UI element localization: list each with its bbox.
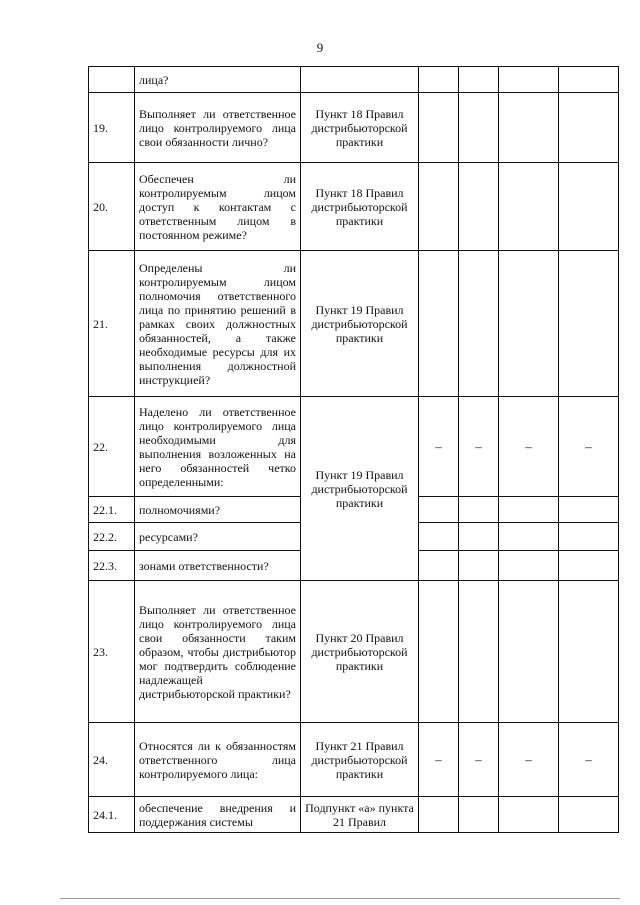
row-reference: Пункт 20 Правил дистрибьюторской практики [301,581,419,723]
answer-cell [419,93,459,163]
row-reference: Пункт 18 Правил дистрибьюторской практики [301,163,419,251]
dash-mark: – [559,723,619,797]
row-number: 24.1. [89,797,135,833]
dash-mark: – [459,723,499,797]
answer-cell [499,163,559,251]
row-number: 20. [89,163,135,251]
answer-cell [499,523,559,551]
row-number [89,67,135,93]
row-reference: Пункт 21 Правил дистрибьюторской практики [301,723,419,797]
row-number: 24. [89,723,135,797]
row-question: полномочиями? [135,497,301,523]
answer-cell [459,163,499,251]
answer-cell [419,523,459,551]
answer-cell [459,497,499,523]
row-question: Относятся ли к обязанностям ответственного лица контролируемого лица: [135,723,301,797]
answer-cell [419,797,459,833]
answer-cell [559,581,619,723]
row-number: 21. [89,251,135,397]
row-reference: Подпункт «а» пункта 21 Правил [301,797,419,833]
row-question: лица? [135,67,301,93]
answer-cell [419,581,459,723]
answer-cell [419,497,459,523]
answer-cell [419,551,459,581]
row-reference: Пункт 19 Правил дистрибьюторской практики [301,397,419,581]
row-number: 22. [89,397,135,497]
row-question: Наделено ли ответственное лицо контролируемого лица необходимыми для выполнения возложенных на него обязанностей четко определенными: [135,397,301,497]
table-row [89,581,619,723]
answer-cell [459,67,499,93]
row-question: Обеспечен ли контролируемым лицом доступ к контактам с ответственным лицом в постоянном режиме? [135,163,301,251]
page-number: 9 [316,40,324,55]
answer-cell [419,251,459,397]
table-row [89,723,619,797]
row-number: 23. [89,581,135,723]
table-row [89,163,619,251]
row-question: Выполняет ли ответственное лицо контролируемого лица свои обязанности лично? [135,93,301,163]
answer-cell [459,551,499,581]
dash-mark: – [419,723,459,797]
page-bottom-rule [60,898,620,899]
dash-mark: – [499,723,559,797]
dash-mark: – [559,397,619,497]
answer-cell [499,797,559,833]
answer-cell [459,523,499,551]
answer-cell [559,523,619,551]
answer-cell [559,251,619,397]
row-reference: Пункт 19 Правил дистрибьюторской практики [301,251,419,397]
answer-cell [499,67,559,93]
row-number: 22.1. [89,497,135,523]
answer-cell [459,251,499,397]
table-row [89,93,619,163]
row-number: 22.2. [89,523,135,551]
row-question: обеспечение внедрения и поддержания системы [135,797,301,833]
dash-mark: – [459,397,499,497]
row-question: Выполняет ли ответственное лицо контролируемого лица свои обязанности таким образом, чтобы дистрибьютор мог подтвердить соблюдение надлежащей дистрибьюторской практики? [135,581,301,723]
row-reference [301,67,419,93]
checklist-table [88,66,619,833]
answer-cell [559,93,619,163]
answer-cell [459,797,499,833]
answer-cell [559,497,619,523]
answer-cell [559,551,619,581]
row-question: зонами ответственности? [135,551,301,581]
table-row [89,67,619,93]
answer-cell [499,551,559,581]
table-row [89,797,619,833]
answer-cell [559,67,619,93]
answer-cell [559,797,619,833]
answer-cell [499,497,559,523]
table-row [89,397,619,497]
answer-cell [419,67,459,93]
answer-cell [459,93,499,163]
answer-cell [499,581,559,723]
answer-cell [419,163,459,251]
dash-mark: – [419,397,459,497]
answer-cell [459,581,499,723]
row-number: 19. [89,93,135,163]
row-question: ресурсами? [135,523,301,551]
row-question: Определены ли контролируемым лицом полномочия ответственного лица по принятию решений в рамках своих должностных обязанностей, а также необходимые ресурсы для их выполнения должностной инструкцией? [135,251,301,397]
row-number: 22.3. [89,551,135,581]
answer-cell [499,251,559,397]
table-row [89,251,619,397]
dash-mark: – [499,397,559,497]
row-reference: Пункт 18 Правил дистрибьюторской практики [301,93,419,163]
answer-cell [499,93,559,163]
answer-cell [559,163,619,251]
